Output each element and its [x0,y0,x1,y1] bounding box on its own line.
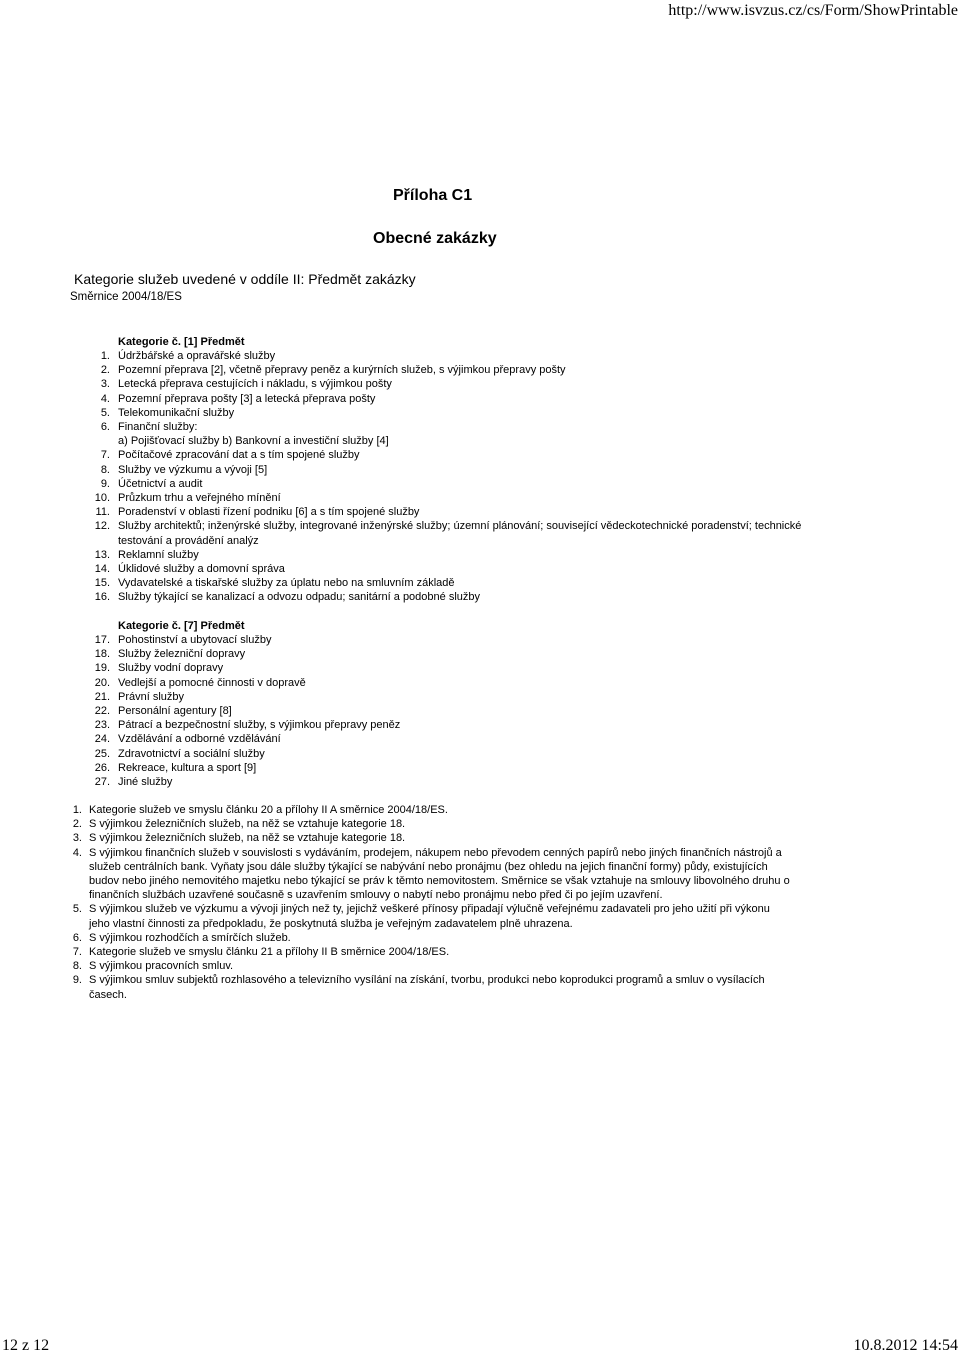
footnote-number: 1. [72,804,82,816]
category-item-number: 12. [94,520,110,533]
category-item-text: Rekreace, kultura a sport [9] [118,761,257,774]
category-item [0,363,960,377]
category-item [0,775,960,789]
footnote [0,931,960,945]
footnote-number: 2. [72,818,82,831]
category-item-text: Služby ve výzkumu a vývoji [5] [118,463,268,476]
category-item [0,562,960,576]
category-item-text: Vzdělávání a odborné vzdělávání [118,733,281,746]
category-item [0,633,960,647]
category-item-number: 3. [100,378,110,391]
footnote-text: S výjimkou železničních služeb, na něž se vztahuje kategorie 18. [89,818,406,831]
footnote [0,846,960,903]
category-item-continuation: a) Pojišťovací služby b) Bankovní a investiční služby [4] [118,435,389,448]
category-item-number: 23. [94,719,110,732]
category-item-text: Pozemní přeprava [2], včetně přepravy peněz a kurýrních služeb, s výjimkou přepravy pošty [118,364,566,377]
page-title: Příloha C1 [393,187,473,204]
category-item [0,676,960,690]
category-item-number: 26. [94,761,110,774]
category-item [0,732,960,746]
category-item [0,477,960,491]
footnote [0,945,960,959]
footnote-text: S výjimkou železničních služeb, na něž se vztahuje kategorie 18. [89,832,406,845]
category-item-number: 15. [94,577,110,590]
footnotes-list [0,803,960,1002]
footnote [0,959,960,973]
category-item [0,406,960,420]
category-item-number: 17. [94,634,110,646]
category-item-text: Právní služby [118,690,185,703]
category-item-text: Telekomunikační služby [118,406,235,419]
category-item [0,690,960,704]
category-item-text: Zdravotnictví a sociální služby [118,747,265,760]
category-item-text: Služby týkající se kanalizací a odvozu odpadu; sanitární a podobné služby [118,591,481,604]
category-item-text: Personální agentury [8] [118,705,232,718]
footnote-text: S výjimkou finančních služeb v souvislosti s vydáváním, prodejem, nákupem nebo převodem cenných papírů nebo jiných finančních nástrojů a služeb centrálních bank. Vyňaty jsou dále služby týkající se nabývání nebo pronájmu (bez ohledu na jejich finanční formy) půdy, existujících budov nebo jiného nemovitého majetku nebo týkající se práv k těmto nemovitostem. Směrnice se však vztahuje na smlouvy libovolného druhu o finančních službách uzavřené současně s uzavřením smlouvy o nabytí nebo pronájmu nebo před či po jejím uzavření. [89,846,790,902]
category-item-number: 13. [94,548,110,561]
category-item [0,718,960,732]
category-item [0,761,960,775]
category-item-number: 6. [100,421,110,434]
category-item-number: 8. [100,463,110,476]
category-item [0,392,960,406]
category-item [0,747,960,761]
category-item-text: Údržbářské a opravářské služby [118,350,276,362]
category-item-text: Poradenství v oblasti řízení podniku [6] a s tím spojené služby [118,506,420,519]
category-item [0,661,960,675]
category-item-text: Počítačové zpracování dat a s tím spojené služby [118,449,360,462]
footnote-text: S výjimkou pracovních smluv. [89,960,234,973]
footnote [0,973,960,1001]
footnote-number: 5. [72,903,82,916]
footnote-number: 3. [72,832,82,845]
category-item-text: Vedlejší a pomocné činnosti v dopravě [118,676,306,689]
category-list-b [0,633,960,789]
category-item [0,505,960,519]
category-heading-b: Kategorie č. [7] Předmět [118,620,245,632]
footnote [0,902,960,930]
category-item-number: 10. [94,492,110,505]
category-item-text: Účetnictví a audit [118,477,203,490]
category-item [0,349,960,363]
category-item-number: 1. [100,350,110,362]
category-item-text: Úklidové služby a domovní správa [118,563,285,576]
footnote-text: Kategorie služeb ve smyslu článku 20 a přílohy II A směrnice 2004/18/ES. [89,804,448,816]
category-item [0,704,960,718]
footnote-number: 9. [72,974,82,987]
footnote [0,831,960,845]
section-heading: Kategorie služeb uvedené v oddíle II: Předmět zakázky [74,271,416,287]
category-item-number: 19. [94,662,110,675]
category-item [0,590,960,604]
footnote [0,803,960,817]
category-list-a [0,349,960,605]
category-item [0,548,960,562]
category-item-number: 18. [94,648,110,661]
category-item-number: 4. [100,392,110,405]
footnote-text: S výjimkou služeb ve výzkumu a vývoji jiných než ty, jejichž veškeré přínosy připadají výlučně veřejnému zadavateli pro jeho užití při výkonu jeho vlastní činnosti za předpokladu, že poskytnutá služba je veřejným zadavatelem plně uhrazena. [89,903,770,930]
category-item [0,377,960,391]
category-item-text: Pohostinství a ubytovací služby [118,634,272,646]
category-item [0,491,960,505]
category-item-text: Vydavatelské a tiskařské služby za úplatu nebo na smluvním základě [118,577,455,590]
category-item [0,420,960,434]
category-item-number: 22. [94,705,110,718]
category-item-number: 14. [94,563,110,576]
footnote-number: 6. [72,931,82,944]
footnote-number: 4. [72,846,82,859]
category-item-number: 27. [94,776,110,789]
category-heading-a: Kategorie č. [1] Předmět [118,336,245,348]
footnote-number: 7. [72,946,82,959]
category-item-number: 2. [100,364,110,377]
category-item-number: 20. [94,676,110,689]
category-item-number: 9. [100,477,110,490]
category-item-number: 21. [94,690,110,703]
category-item-text: Letecká přeprava cestujících i nákladu, s výjimkou pošty [118,378,392,391]
category-item-number: 7. [100,449,110,462]
footnote-text: Kategorie služeb ve smyslu článku 21 a přílohy II B směrnice 2004/18/ES. [89,946,450,959]
category-item-number: 25. [94,747,110,760]
category-item-text: Finanční služby: [118,421,198,434]
page-url: http://www.isvzus.cz/cs/Form/ShowPrintable [668,2,958,19]
footnote-text: S výjimkou rozhodčích a smírčích služeb. [89,931,291,944]
category-item-number: 5. [100,406,110,419]
category-item-text: Průzkum trhu a veřejného mínění [118,492,281,505]
print-datetime: 10.8.2012 14:54 [853,1337,958,1354]
page-number: 12 z 12 [2,1337,50,1354]
category-item-number: 24. [94,733,110,746]
category-item-text: Služby železniční dopravy [118,648,246,661]
category-item [0,448,960,462]
category-item [0,647,960,661]
category-item [0,463,960,477]
directive-label: Směrnice 2004/18/ES [70,291,182,303]
category-item-text: Reklamní služby [118,548,199,561]
footnote [0,817,960,831]
category-item-number: 16. [94,591,110,604]
page-subtitle: Obecné zakázky [373,230,497,247]
category-item-number: 11. [95,506,110,519]
category-item [0,576,960,590]
footnote-number: 8. [72,960,82,973]
category-item-text: Pátrací a bezpečnostní služby, s výjimkou přepravy peněz [118,719,401,732]
footnote-text: S výjimkou smluv subjektů rozhlasového a televizního vysílání na získání, tvorbu, produkci nebo koprodukci programů a smluv o vysílacích časech. [89,974,765,1001]
category-item-text: Jiné služby [118,776,173,789]
category-item-text: Služby architektů; inženýrské služby, integrované inženýrské služby; územní plánování; související vědeckotechnické poradenství; technické testování a provádění analýz [118,520,802,547]
category-item-text: Pozemní přeprava pošty [3] a letecká přeprava pošty [118,392,376,405]
category-item [0,519,960,547]
category-item-text: Služby vodní dopravy [118,662,224,675]
